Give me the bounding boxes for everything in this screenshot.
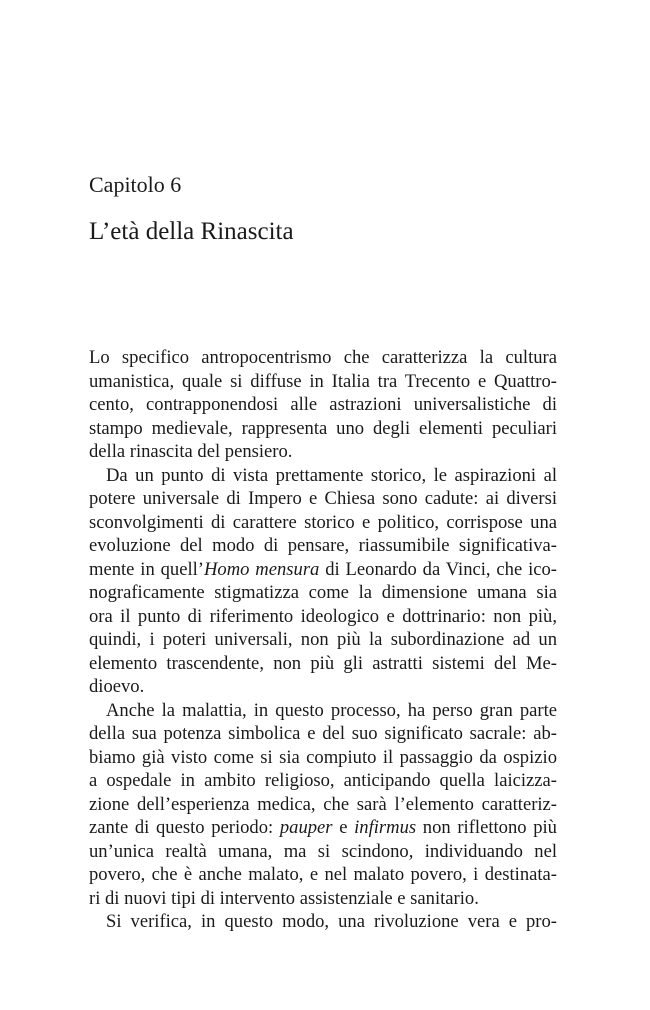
text-line: povero, che è anche malato, e nel malato povero, i destinata- <box>89 864 557 885</box>
italic-term: infirmus <box>354 817 417 838</box>
text-line: a ospedale in ambito religioso, anticipando quella laicizza- <box>89 770 557 791</box>
chapter-label: Capitolo 6 <box>89 172 182 197</box>
text-line: Lo specifico antropocentrismo che caratterizza la cultura <box>89 347 557 368</box>
text-segment: zante di questo periodo: <box>89 817 280 838</box>
text-line-with-italic <box>89 816 557 840</box>
chapter-title: L’età della Rinascita <box>89 218 294 245</box>
text-line: ora il punto di riferimento ideologico e dottrinario: non più, <box>89 605 557 627</box>
italic-term: Homo mensura <box>204 558 320 580</box>
text-segment: e <box>332 817 355 838</box>
text-line: sconvolgimenti di carattere storico e politico, corrispose una <box>89 511 557 533</box>
text-line: nograficamente stigmatizza come la dimensione umana sia <box>89 582 557 603</box>
text-line: biamo già visto come si sia compiuto il passaggio da ospizio <box>89 746 557 768</box>
text-line: zione dell’esperienza medica, che sarà l’elemento caratteriz- <box>89 793 557 815</box>
text-line: potere universale di Impero e Chiesa sono cadute: ai diversi <box>89 488 557 509</box>
text-line: della sua potenza simbolica e del suo significato sacrale: ab- <box>89 723 557 744</box>
text-segment: di Leonardo da Vinci, che ico- <box>319 558 557 580</box>
text-line: dioevo. <box>89 676 145 697</box>
text-line: Anche la malattia, in questo processo, ha perso gran parte <box>106 699 557 721</box>
text-line: cento, contrapponendosi alle astrazioni universalistiche di <box>89 394 557 415</box>
text-segment: non riflettono più <box>416 817 557 838</box>
text-line: elemento trascendente, non più gli astratti sistemi del Me- <box>89 652 557 674</box>
text-line-with-italic <box>89 558 557 582</box>
text-line: evoluzione del modo di pensare, riassumibile significativa- <box>89 535 557 556</box>
text-line: quindi, i poteri universali, non più la subordinazione ad un <box>89 629 557 650</box>
text-line: umanistica, quale si diffuse in Italia tra Trecento e Quattro- <box>89 370 557 392</box>
text-line: Si verifica, in questo modo, una rivoluzione vera e pro- <box>106 911 557 932</box>
text-line: stampo medievale, rappresenta uno degli elementi peculiari <box>89 417 557 439</box>
text-segment: mente in quell’ <box>89 558 204 580</box>
body-text <box>89 346 557 934</box>
italic-term: pauper <box>279 817 333 838</box>
text-line: un’unica realtà umana, ma si scindono, individuando nel <box>89 840 557 862</box>
text-line: della rinascita del pensiero. <box>89 441 293 462</box>
text-line: Da un punto di vista prettamente storico, le aspirazioni al <box>106 464 557 486</box>
text-line: ri di nuovi tipi di intervento assistenziale e sanitario. <box>89 887 479 909</box>
